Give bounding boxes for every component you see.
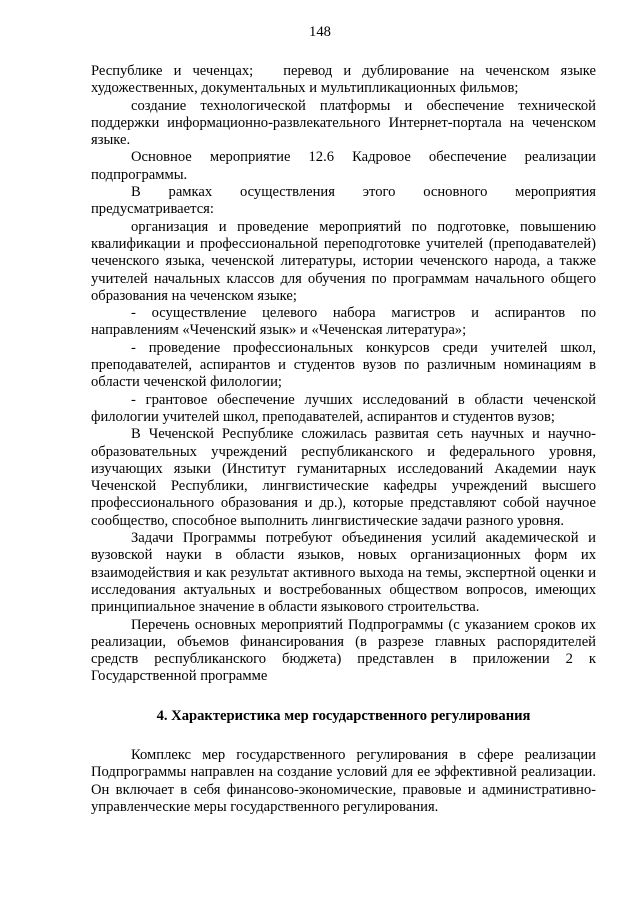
paragraph: Комплекс мер государственного регулирования в сфере реализации Подпрограммы направлен на создание условий для ее эффективной реализации. Он включает в себя финансово-экономические, правовые и административно-управленческие меры государственного регулирования. [91, 746, 596, 815]
paragraph: создание технологической платформы и обеспечение технической поддержки информационно-развлекательного Интернет-портала на чеченском языке. [91, 97, 596, 149]
paragraph: Основное мероприятие 12.6 Кадровое обеспечение реализации подпрограммы. [91, 149, 596, 183]
paragraph: - осуществление целевого набора магистров и аспирантов по направлениям «Чеченский язык» и «Чеченская литература»; [91, 305, 596, 339]
paragraph: организация и проведение мероприятий по подготовке, повышению квалификации и профессиональной переподготовке учителей (преподавателей) чеченского языка, чеченской литературы, истории чеченского народа, а также учителей начальных классов для обучения по программам начального общего образования на чеченском языке; [91, 218, 596, 304]
paragraph: - грантовое обеспечение лучших исследований в области чеченской филологии учителей школ, преподавателей, аспирантов и студентов вузов; [91, 391, 596, 425]
paragraph: Задачи Программы потребуют объединения усилий академической и вузовской науки в области языков, новых организационных форм их взаимодействия и как результат активного выхода на темы, экспертной оценки и исследования актуальных и востребованных обществом вопросов, имеющих принципиальное значение в области языкового строительства. [91, 530, 596, 616]
section-heading: 4. Характеристика мер государственного регулирования [156, 707, 531, 724]
paragraph: Республике и чеченцах; перевод и дублирование на чеченском языке художественных, документальных и мультипликационных фильмов; [91, 63, 596, 97]
paragraph: - проведение профессиональных конкурсов среди учителей школ, преподавателей, аспирантов и студентов вузов по различным номинациям в области чеченской филологии; [91, 339, 596, 391]
paragraph: В рамках осуществления этого основного мероприятия предусматривается: [91, 184, 596, 218]
paragraph: В Чеченской Республике сложилась развитая сеть научных и научно-образовательных учреждений республиканского и федерального уровня, изучающих языки (Институт гуманитарных исследований Академии наук Чеченской Республики, лингвистические кафедры учреждений высшего профессионального образования и др.), которые представляют собой научное сообщество, способное выполнить лингвистические задачи разного уровня. [91, 426, 596, 529]
document-body [91, 63, 596, 816]
paragraph: Перечень основных мероприятий Подпрограммы (с указанием сроков их реализации, объемов финансирования (в разрезе главных распорядителей средств республиканского бюджета) представлен в приложении 2 к Государственной программе [91, 616, 596, 685]
page-number: 148 [309, 24, 331, 40]
